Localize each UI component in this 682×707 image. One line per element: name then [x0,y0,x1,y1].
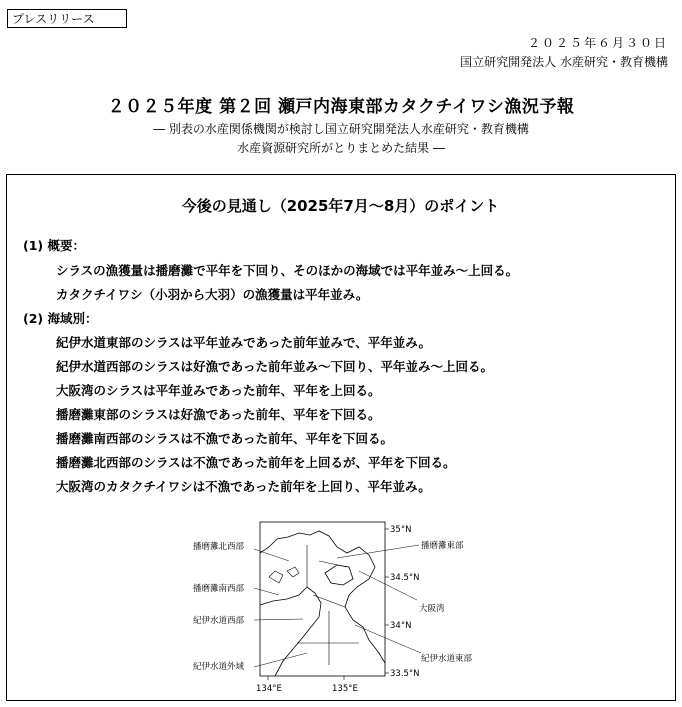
map-label-kii-west: 紀伊水道西部 [193,616,245,626]
lat-label: 34°N [390,621,412,631]
regional-line: 大阪湾のカタクチイワシは不漁であった前年を上回り、平年並み。 [56,479,431,494]
organization-name: 国立研究開発法人 水産研究・教育機構 [460,55,668,69]
map-label-harima-nw: 播磨灘北西部 [193,542,245,552]
map-label-kii-east: 紀伊水道東部 [421,654,473,664]
panel-title: 今後の見通し（2025年7月～8月）のポイント [181,197,500,215]
regional-line: 紀伊水道東部のシラスは平年並みであった前年並みで、平年並み。 [56,335,432,350]
regional-line: 播磨灘北西部のシラスは不漁であった前年を上回るが、平年を下回る。 [56,455,456,470]
lat-label: 34.5°N [390,573,420,583]
section-heading-overview: (1) 概要： [23,238,85,253]
map-label-kii-outer: 紀伊水道外域 [193,662,245,672]
regional-line: 紀伊水道西部のシラスは好漁であった前年並み～下回り、平年並み～上回る。 [56,359,494,374]
release-date: ２０２５年６月３０日 [527,36,668,50]
lat-label: 33.5°N [390,669,420,679]
subtitle-line-1: ― 別表の水産関係機関が検討し国立研究開発法人水産研究・教育機構 [153,122,529,136]
subtitle-line-2: 水産資源研究所がとりまとめた結果 ― [237,141,445,155]
sea-area-map [7,175,674,699]
overview-line: カタクチイワシ（小羽から大羽）の漁獲量は平年並み。 [56,287,369,302]
map-label-harima-east: 播磨灘東部 [421,541,464,551]
forecast-panel [6,174,676,701]
lon-label: 134°E [256,684,282,694]
regional-line: 播磨灘南西部のシラスは不漁であった前年、平年を下回る。 [56,431,394,446]
regional-line: 大阪湾のシラスは平年並みであった前年、平年を上回る。 [56,383,381,398]
lat-label: 35°N [390,525,412,535]
lon-label: 135°E [332,684,358,694]
page-title: ２０２５年度 第２回 瀬戸内海東部カタクチイワシ漁況予報 [107,97,575,117]
map-label-osaka-bay: 大阪湾 [419,604,445,614]
overview-line: シラスの漁獲量は播磨灘で平年を下回り、そのほかの海域では平年並み～上回る。 [56,263,519,278]
regional-line: 播磨灘東部のシラスは好漁であった前年、平年を下回る。 [56,407,381,422]
section-heading-regional: (2) 海域別： [23,311,98,326]
map-label-harima-sw: 播磨灘南西部 [193,584,245,594]
press-release-label: プレスリリース [7,9,127,28]
